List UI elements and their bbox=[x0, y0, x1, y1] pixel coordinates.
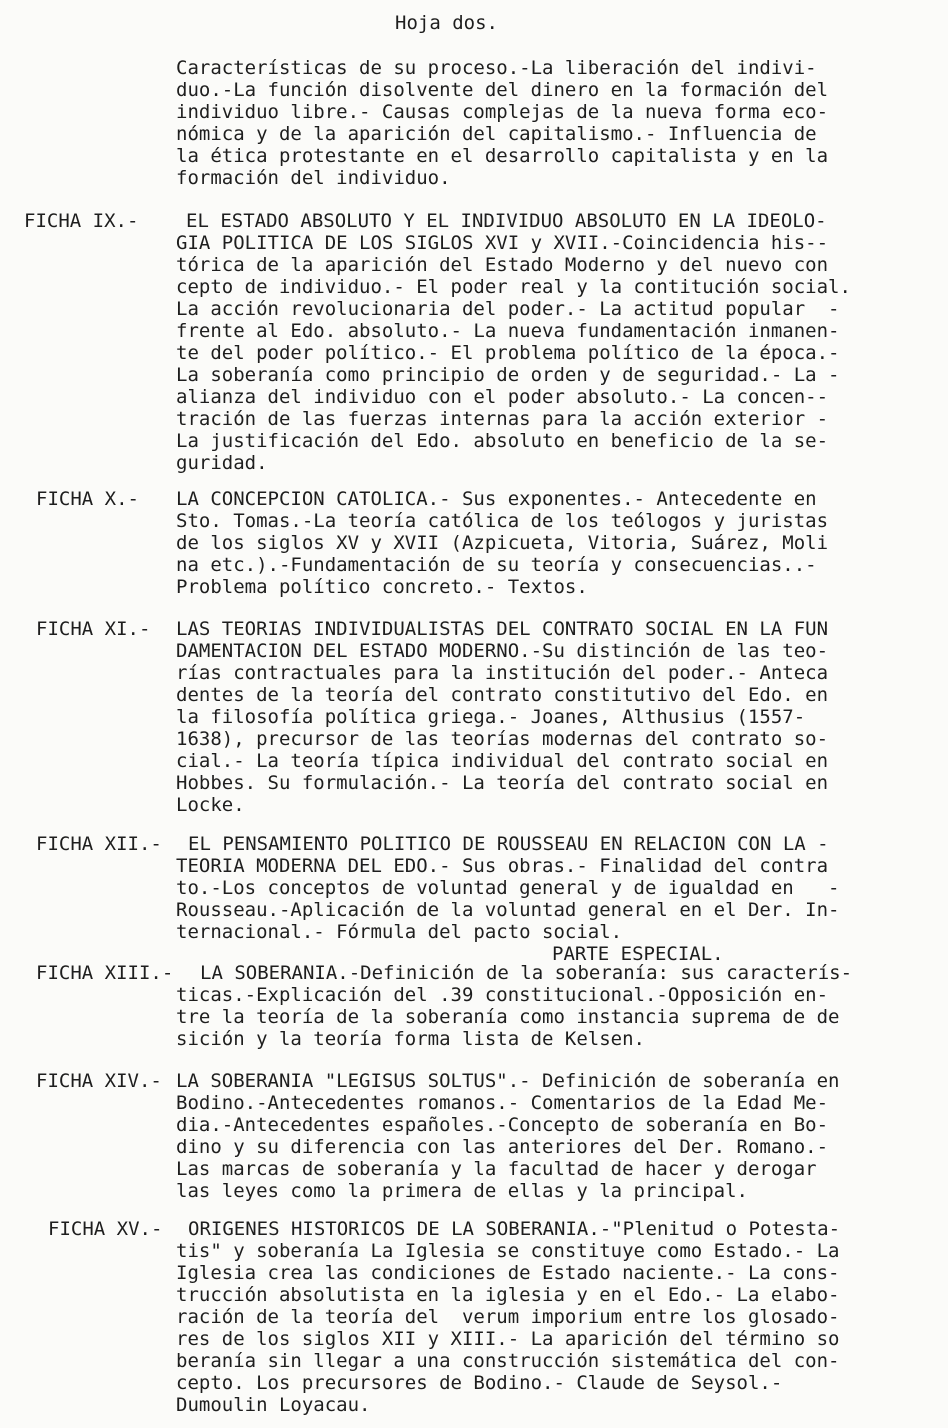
ficha-line: tis" y soberanía La Iglesia se constituye como Estado.- La bbox=[176, 1240, 840, 1262]
ficha-line: las leyes como la primera de ellas y la principal. bbox=[176, 1180, 748, 1202]
page-title: Hoja dos. bbox=[395, 12, 498, 34]
ficha-line: LAS TEORIAS INDIVIDUALISTAS DEL CONTRATO SOCIAL EN LA FUN bbox=[176, 618, 829, 640]
ficha-line: TEORIA MODERNA DEL EDO.- Sus obras.- Finalidad del contra bbox=[176, 855, 829, 877]
ficha-line: Dumoulin Loyacau. bbox=[176, 1394, 371, 1416]
ficha-label: FICHA XIII.- bbox=[36, 962, 174, 984]
parte-especial-heading: PARTE ESPECIAL. bbox=[552, 943, 724, 965]
ficha-line: LA CONCEPCION CATOLICA.- Sus exponentes.- Antecedente en bbox=[176, 488, 817, 510]
ficha-line: 1638), precursor de las teorías modernas del contrato so- bbox=[176, 728, 829, 750]
ficha-line: trucción absolutista en la iglesia y en el Edo.- La elabo- bbox=[176, 1284, 840, 1306]
ficha-line: La acción revolucionaria del poder.- La actitud popular - bbox=[176, 298, 840, 320]
ficha-line: Iglesia crea las condiciones de Estado naciente.- La cons- bbox=[176, 1262, 840, 1284]
ficha-line: la filosofía política griega.- Joanes, Althusius (1557- bbox=[176, 706, 806, 728]
ficha-line: EL ESTADO ABSOLUTO Y EL INDIVIDUO ABSOLUTO EN LA IDEOLO- bbox=[186, 210, 827, 232]
intro-line: formación del individuo. bbox=[176, 167, 451, 189]
ficha-line: na etc.).-Fundamentación de su teoría y consecuencias..- bbox=[176, 554, 817, 576]
ficha-line: ORIGENES HISTORICOS DE LA SOBERANIA.-"Plenitud o Potesta- bbox=[188, 1218, 841, 1240]
ficha-line: te del poder político.- El problema político de la época.- bbox=[176, 342, 840, 364]
ficha-line: LA SOBERANIA "LEGISUS SOLTUS".- Definición de soberanía en bbox=[176, 1070, 840, 1092]
intro-line: nómica y de la aparición del capitalismo.- Influencia de bbox=[176, 123, 817, 145]
ficha-line: Hobbes. Su formulación.- La teoría del contrato social en bbox=[176, 772, 829, 794]
intro-line: duo.-La función disolvente del dinero en la formación del bbox=[176, 79, 829, 101]
ficha-line: guridad. bbox=[176, 452, 268, 474]
ficha-label: FICHA XV.- bbox=[48, 1218, 163, 1240]
ficha-line: Problema político concreto.- Textos. bbox=[176, 576, 588, 598]
ficha-line: alianza del individuo con el poder absoluto.- La concen-- bbox=[176, 386, 829, 408]
ficha-line: La justificación del Edo. absoluto en beneficio de la se- bbox=[176, 430, 829, 452]
ficha-label: FICHA XII.- bbox=[36, 833, 162, 855]
ficha-line: DAMENTACION DEL ESTADO MODERNO.-Su distinción de las teo- bbox=[176, 640, 829, 662]
ficha-line: ternacional.- Fórmula del pacto social. bbox=[176, 921, 623, 943]
intro-line: individuo libre.- Causas complejas de la nueva forma eco- bbox=[176, 101, 829, 123]
ficha-line: sición y la teoría forma lista de Kelsen. bbox=[176, 1028, 645, 1050]
ficha-line: dentes de la teoría del contrato constitutivo del Edo. en bbox=[176, 684, 829, 706]
ficha-line: res de los siglos XII y XIII.- La aparición del término so bbox=[176, 1328, 840, 1350]
ficha-line: to.-Los conceptos de voluntad general y de igualdad en - bbox=[176, 877, 840, 899]
intro-line: la ética protestante en el desarrollo capitalista y en la bbox=[176, 145, 829, 167]
ficha-line: de los siglos XV y XVII (Azpicueta, Vitoria, Suárez, Moli bbox=[176, 532, 829, 554]
ficha-line: ración de la teoría del verum imporium entre los glosado- bbox=[176, 1306, 840, 1328]
ficha-line: Las marcas de soberanía y la facultad de hacer y derogar bbox=[176, 1158, 817, 1180]
ficha-line: Bodino.-Antecedentes romanos.- Comentarios de la Edad Me- bbox=[176, 1092, 829, 1114]
ficha-line: cial.- La teoría típica individual del contrato social en bbox=[176, 750, 829, 772]
ficha-line: tórica de la aparición del Estado Moderno y del nuevo con bbox=[176, 254, 829, 276]
ficha-line: GIA POLITICA DE LOS SIGLOS XVI y XVII.-Coincidencia his-- bbox=[176, 232, 829, 254]
ficha-line: EL PENSAMIENTO POLITICO DE ROUSSEAU EN RELACION CON LA - bbox=[188, 833, 829, 855]
ficha-label: FICHA XIV.- bbox=[36, 1070, 162, 1092]
ficha-line: beranía sin llegar a una construcción sistemática del con- bbox=[176, 1350, 840, 1372]
ficha-label: FICHA X.- bbox=[36, 488, 139, 510]
ficha-line: La soberanía como principio de orden y de seguridad.- La - bbox=[176, 364, 840, 386]
ficha-line: cepto de individuo.- El poder real y la contitución social. bbox=[176, 276, 851, 298]
ficha-label: FICHA IX.- bbox=[24, 210, 139, 232]
ficha-line: dino y su diferencia con las anteriores del Der. Romano.- bbox=[176, 1136, 829, 1158]
ficha-line: tración de las fuerzas internas para la acción exterior - bbox=[176, 408, 829, 430]
ficha-line: LA SOBERANIA.-Definición de la soberanía: sus caracterís- bbox=[200, 962, 853, 984]
ficha-label: FICHA XI.- bbox=[36, 618, 151, 640]
ficha-line: frente al Edo. absoluto.- La nueva fundamentación inmanen- bbox=[176, 320, 840, 342]
ficha-line: tre la teoría de la soberanía como instancia suprema de de bbox=[176, 1006, 840, 1028]
ficha-line: Rousseau.-Aplicación de la voluntad general en el Der. In- bbox=[176, 899, 840, 921]
ficha-line: Locke. bbox=[176, 794, 245, 816]
ficha-line: cepto. Los precursores de Bodino.- Claude de Seysol.- bbox=[176, 1372, 783, 1394]
ficha-line: dia.-Antecedentes españoles.-Concepto de soberanía en Bo- bbox=[176, 1114, 829, 1136]
ficha-line: ticas.-Explicación del .39 constitucional.-Opposición en- bbox=[176, 984, 829, 1006]
ficha-line: rías contractuales para la institución del poder.- Anteca bbox=[176, 662, 829, 684]
ficha-line: Sto. Tomas.-La teoría católica de los teólogos y juristas bbox=[176, 510, 829, 532]
intro-line: Características de su proceso.-La liberación del indivi- bbox=[176, 57, 817, 79]
